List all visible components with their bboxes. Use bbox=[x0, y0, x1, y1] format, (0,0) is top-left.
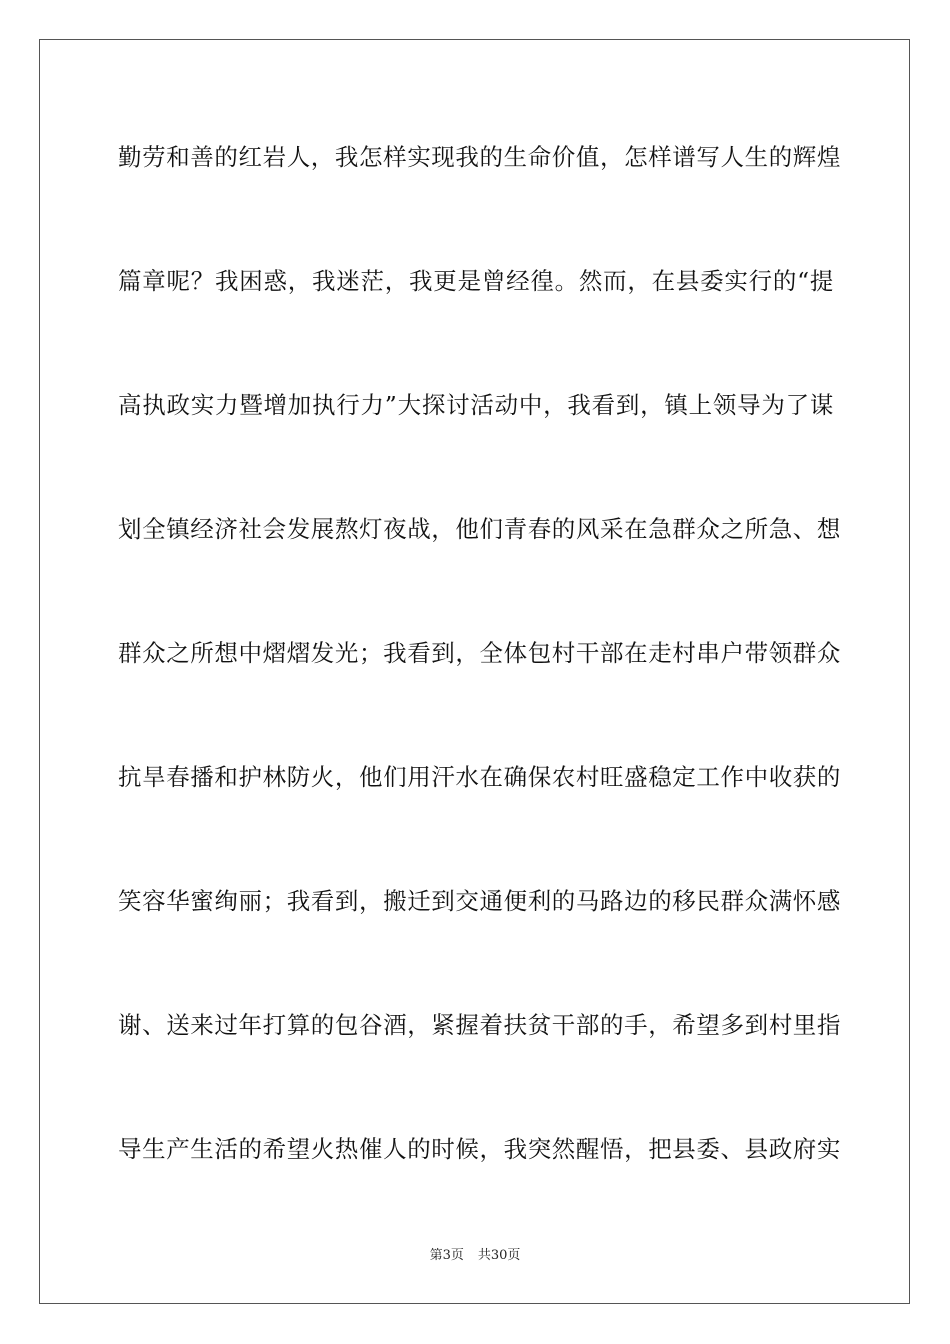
text-line: 群众之所想中熠熠发光；我看到，全体包村干部在走村串户带领群众 bbox=[118, 639, 841, 667]
document-body bbox=[118, 128, 841, 1244]
page-footer bbox=[0, 1247, 950, 1265]
page-number: 第3页 bbox=[429, 1248, 464, 1263]
text-line: 笑容华蜜绚丽；我看到，搬迁到交通便利的马路边的移民群众满怀感 bbox=[118, 887, 841, 915]
text-line: 勤劳和善的红岩人，我怎样实现我的生命价值，怎样谱写人生的辉煌 bbox=[118, 143, 841, 171]
text-line: 谢、送来过年打算的包谷酒，紧握着扶贫干部的手，希望多到村里指 bbox=[118, 1011, 841, 1039]
text-line: 导生产生活的希望火热催人的时候，我突然醒悟，把县委、县政府实 bbox=[118, 1135, 841, 1163]
text-line: 高执政实力暨增加执行力”大探讨活动中，我看到，镇上领导为了谋 bbox=[118, 391, 834, 419]
page-total: 共30页 bbox=[477, 1248, 521, 1263]
text-line: 篇章呢？我困惑，我迷茫，我更是曾经徨。然而，在县委实行的“提 bbox=[118, 267, 834, 295]
text-line: 抗旱春播和护林防火，他们用汗水在确保农村旺盛稳定工作中收获的 bbox=[118, 763, 841, 791]
text-line: 划全镇经济社会发展熬灯夜战，他们青春的风采在急群众之所急、想 bbox=[118, 515, 841, 543]
